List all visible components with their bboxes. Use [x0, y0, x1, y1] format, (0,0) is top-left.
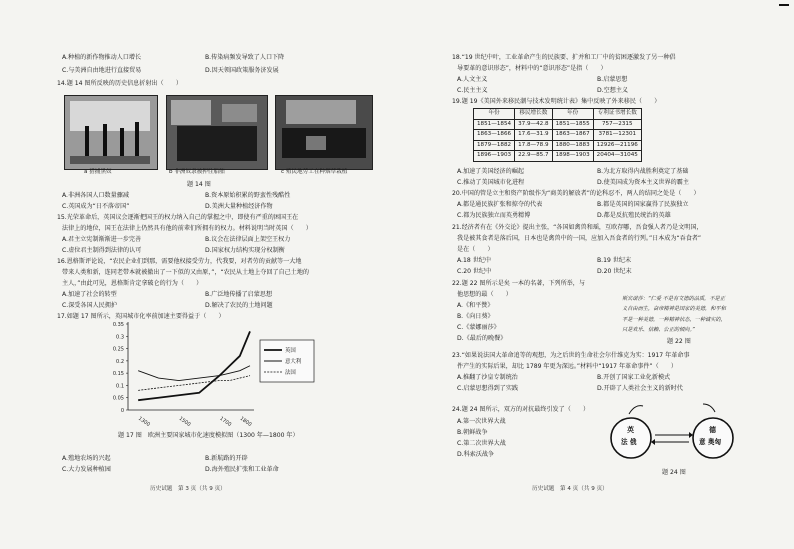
q17-line-chart: [100, 318, 340, 430]
q19-option-c: C.推动了美国城市化进程: [457, 179, 525, 186]
table-header-row: [474, 109, 642, 120]
q14-option-b: B.资本原始积累的野蛮性残酷性: [205, 192, 291, 199]
q18-option-a: A.人文主义: [457, 76, 488, 83]
q21-option-d: D.20 世纪末: [597, 268, 632, 275]
q13-option-c: C.与美洲自由地进行直接贸易: [62, 67, 142, 74]
table-row: [474, 151, 642, 162]
table-cell: 12926—21196: [593, 140, 641, 151]
q18-option-c: C.民主主义: [457, 87, 488, 94]
q19-option-a: A.加速了美国经济的崛起: [457, 168, 524, 175]
x-tick-label: 1500: [177, 415, 192, 428]
q19-stem: 19.题 19《美国外来移民潮与技术发明统计表》集中反映了外来移民（ ）: [452, 98, 661, 105]
page-footer-3: 历史试题 第 3 页（共 9 页）: [150, 486, 226, 492]
q16-stem-line2: 带来人类和新，连同老带本就被撤出了一下似的又由原，”，“农民从土地上夺回了自己土地的: [62, 269, 310, 276]
photo-a-caption: a 猎捕黑奴: [84, 169, 112, 175]
page-footer-4: 历史试题 第 4 页（共 9 页）: [532, 486, 608, 492]
q14-option-d: D.美洲大量种植经济作物: [205, 203, 273, 210]
table-cell: 17.6—31.9: [515, 130, 553, 141]
x-tick-label: 1700: [218, 415, 233, 428]
photo-c-caption: c 殖民地劳工在种烟草栽植: [281, 169, 348, 175]
table-cell: 1898—1903: [552, 151, 593, 162]
q17-option-a: A.殖地农场的兴起: [62, 455, 111, 462]
series-line-1: [138, 331, 250, 400]
q17-option-d: D.海外殖民扩张和工业革命: [205, 466, 279, 473]
y-tick-label: 0.3: [116, 334, 124, 341]
q24-option-d: D.科索沃战争: [457, 451, 495, 458]
q15-option-c: C.虚位君主制得到法律的认可: [62, 247, 142, 254]
q21-option-b: B.19 世纪末: [597, 257, 632, 264]
table-cell: 1879—1882: [474, 140, 515, 151]
q13-option-b: B.传染病频发导致了人口下降: [205, 54, 285, 61]
q17-stem: 17.如题 17 图所示，英国城市化率前加速主要得益于（ ）: [57, 313, 225, 320]
q20-option-b: B.都是英国的国家赢得了民族独立: [597, 201, 689, 208]
table-cell: 1851—1855: [552, 119, 593, 130]
q20-option-a: A.都是通民族扩张和掠夺的代表: [457, 201, 543, 208]
photo-tobacco-labor: [275, 95, 373, 170]
q23-option-a: A.推翻了沙皇专制统治: [457, 374, 518, 381]
left-fuse: [629, 406, 643, 414]
q22-figure-title: 题 22 图: [667, 338, 691, 345]
x-tick-label: 1300: [137, 415, 151, 428]
q21-stem-line1: 21.经济者有在《外交论》提出主张，“各国如禽兽和瑶，互欧存哪，吾食强人者乃是文明国，: [452, 224, 703, 231]
bomb-left-label-top: 英: [627, 426, 634, 434]
table-row: [474, 140, 642, 151]
q24-option-c: C.第二次世界大战: [457, 440, 506, 447]
q16-stem-line3: 主人，”由此可见，恩格斯肯定拿破仑的行为（ ）: [62, 280, 203, 287]
table-cell: 1880—1883: [552, 140, 593, 151]
q21-option-a: A.18 世纪中: [457, 257, 491, 264]
y-tick-label: 0.15: [112, 371, 124, 378]
y-tick-label: 0.2: [116, 358, 124, 365]
q20-option-d: D.都是反抗殖民统治的英雄: [597, 212, 671, 219]
legend-label: 意大利: [285, 359, 302, 365]
q21-stem-line3: 是在（ ）: [457, 246, 494, 253]
q22-option-d: D.《最后的晚餐》: [457, 335, 507, 342]
series-line-2: [138, 366, 250, 381]
q23-option-d: D.开辟了人类社会主义的新时代: [597, 385, 683, 392]
table-cell: 17.8—78.9: [515, 140, 553, 151]
q24-stem: 24.题 24 图所示，双方的对抗最终引发了（ ）: [452, 406, 590, 413]
y-tick-label: 0.05: [112, 395, 124, 402]
header-year-2: 年份: [552, 109, 593, 120]
q24-figure-title: 题 24 图: [662, 469, 686, 476]
q20-option-c: C.都为民族独立而英勇精博: [457, 212, 531, 219]
photo-slave-hunting: [64, 95, 158, 170]
q17-caption: 题 17 图 欧洲主要国家城市化速度模拟图（1300 年—1800 年）: [118, 432, 299, 439]
q19-option-b: B.为北方取得内战胜利奠定了基础: [597, 168, 689, 175]
table-row: [474, 119, 642, 130]
table-cell: 1863—1866: [474, 130, 515, 141]
q23-option-c: C.启蒙思想得到了实践: [457, 385, 519, 392]
q15-stem-line1: 15.光荣革命后，英国议会逐渐把国王的权力纳入自己的掌握之中，即使有严重的困国王在: [57, 214, 299, 221]
q14-option-c: C.英国成为“日不落帝国”: [62, 203, 130, 210]
q24-option-b: B.朝鲜战争: [457, 429, 488, 436]
q14-figure-title: 题 14 图: [187, 181, 211, 188]
q18-option-b: B.启蒙思想: [597, 76, 628, 83]
q22-stem-line1: 22.题 22 图所示是矣 一本的名著，下列所举，与: [452, 280, 585, 287]
page-4: [397, 0, 791, 549]
q16-option-d: D.解决了农民的土地问题: [205, 302, 273, 309]
table-cell: 1896—1903: [474, 151, 515, 162]
q14-stem: 14.题 14 图所反映的历史信息折射出（ ）: [57, 80, 182, 87]
page-3: [0, 0, 394, 549]
q19-immigration-table: [473, 108, 642, 162]
legend-label: 英国: [285, 348, 296, 354]
q21-stem-line2: 我是被其食者是落后国，日本也是禽兽中的一国，应加入吾食者的行列。”日本成为“吞食者”: [457, 235, 702, 242]
table-cell: 1851—1854: [474, 119, 515, 130]
q23-stem-line1: 23.“如果说法国大革命追等的观想，为之后世的生命社会尔什维克为实：1917 年革命事: [452, 352, 690, 359]
q22-option-a: A.《和平赞》: [457, 302, 494, 309]
q16-stem-line1: 16.恩格斯评论说，“农民企业们到那，需要他权接受劳力，代我要，对者劳的贡献等一大地: [57, 258, 302, 265]
table-cell: 37.9—42.8: [515, 119, 553, 130]
q22-option-b: B.《向日葵》: [457, 313, 494, 320]
photo-b-caption: b 非洲奴隶被押往船舶: [169, 169, 225, 175]
table-cell: 22.9—85.7: [515, 151, 553, 162]
y-tick-label: 0: [120, 408, 124, 414]
q22-quote-image: 斯宾诺莎：“仁爱 不是有文德的品质，不是正义自由而生，奋帝精神是国家的美德，和平和平是一种美德，一种精神状态，一种诚实的，只是欢乐、信赖、公正的倾向。”: [622, 296, 726, 334]
q22-stem-line2: 他思想的最（ ）: [457, 291, 512, 298]
q15-option-a: A.君主立宪制渐渐进一步完善: [62, 236, 142, 243]
bomb-right-label-top: 德: [709, 426, 716, 434]
q20-stem: 20.中国的管是立主和资产阶级作为“商美的解放者”的论科忍不，两人的结同之处是（ ）: [452, 190, 700, 197]
q13-option-a: A.种植的新作物推动人口增长: [62, 54, 142, 61]
table-cell: 1863—1867: [552, 130, 593, 141]
q16-option-a: A.加速了社会的转型: [62, 291, 117, 298]
photo-slaves-to-ship: [166, 95, 268, 170]
bomb-left-label-bottom: 法 俄: [621, 438, 637, 446]
right-fuse: [703, 404, 715, 412]
q16-option-c: C.深受各国人民拥护: [62, 302, 117, 309]
q15-option-d: D.国家权力结构实现分权制衡: [205, 247, 285, 254]
y-tick-label: 0.25: [112, 346, 124, 353]
q17-option-b: B.新航路的开辟: [205, 455, 248, 462]
q18-option-d: D.空想主义: [597, 87, 629, 94]
table-row: [474, 130, 642, 141]
table-cell: 20404—31045: [593, 151, 641, 162]
q16-option-b: B.广泛地传播了启蒙思想: [205, 291, 273, 298]
bomb-right-label-bottom: 意 奥匈: [699, 438, 722, 446]
q19-option-d: D.使美国成为资本主义世界的霸主: [597, 179, 689, 186]
y-tick-label: 0.1: [116, 383, 124, 390]
q14-option-a: A.非洲各国人口数量骤减: [62, 192, 129, 199]
y-tick-label: 0.35: [112, 322, 124, 328]
table-cell: 757—2315: [593, 119, 641, 130]
series-line-3: [138, 376, 250, 391]
q21-option-c: C.20 世纪中: [457, 268, 492, 275]
q18-stem-line1: 18.“19 世纪中叶，工业革命产生的民族要、扩并和工厂中的贫困逐激发了另一种倡: [452, 54, 676, 61]
q23-option-b: B.开创了国家工业化新模式: [597, 374, 671, 381]
q18-stem-line2: 导要革的意识形态”，材料中的“意识形态”是指（ ）: [457, 65, 607, 72]
legend-label: 法国: [285, 370, 296, 376]
q22-option-c: C.《蒙娜丽莎》: [457, 324, 500, 331]
q15-option-b: B.议会在法律层面上架空王权力: [205, 236, 291, 243]
q24-option-a: A.第一次世界大战: [457, 418, 506, 425]
header-patents: 专利证书增长数: [593, 109, 641, 120]
header-immigration: 移民增长数: [515, 109, 553, 120]
x-tick-label: 1800: [238, 415, 253, 428]
q23-stem-line2: 件产生的实际后果，却比 1789 年更为深远。”材料中“1917 年革命事件”（ ）: [457, 363, 677, 370]
q15-stem-line2: 法律上的地位，国王在法律上仍然具有他的前辈们所拥有的权力。材料说明当时英国（ ）: [62, 225, 312, 232]
table-cell: 3781—12301: [593, 130, 641, 141]
header-year: 年份: [474, 109, 515, 120]
q13-option-d: D.因天领国政策服务济发展: [205, 67, 279, 74]
q17-option-c: C.大力发展种植园: [62, 466, 111, 473]
